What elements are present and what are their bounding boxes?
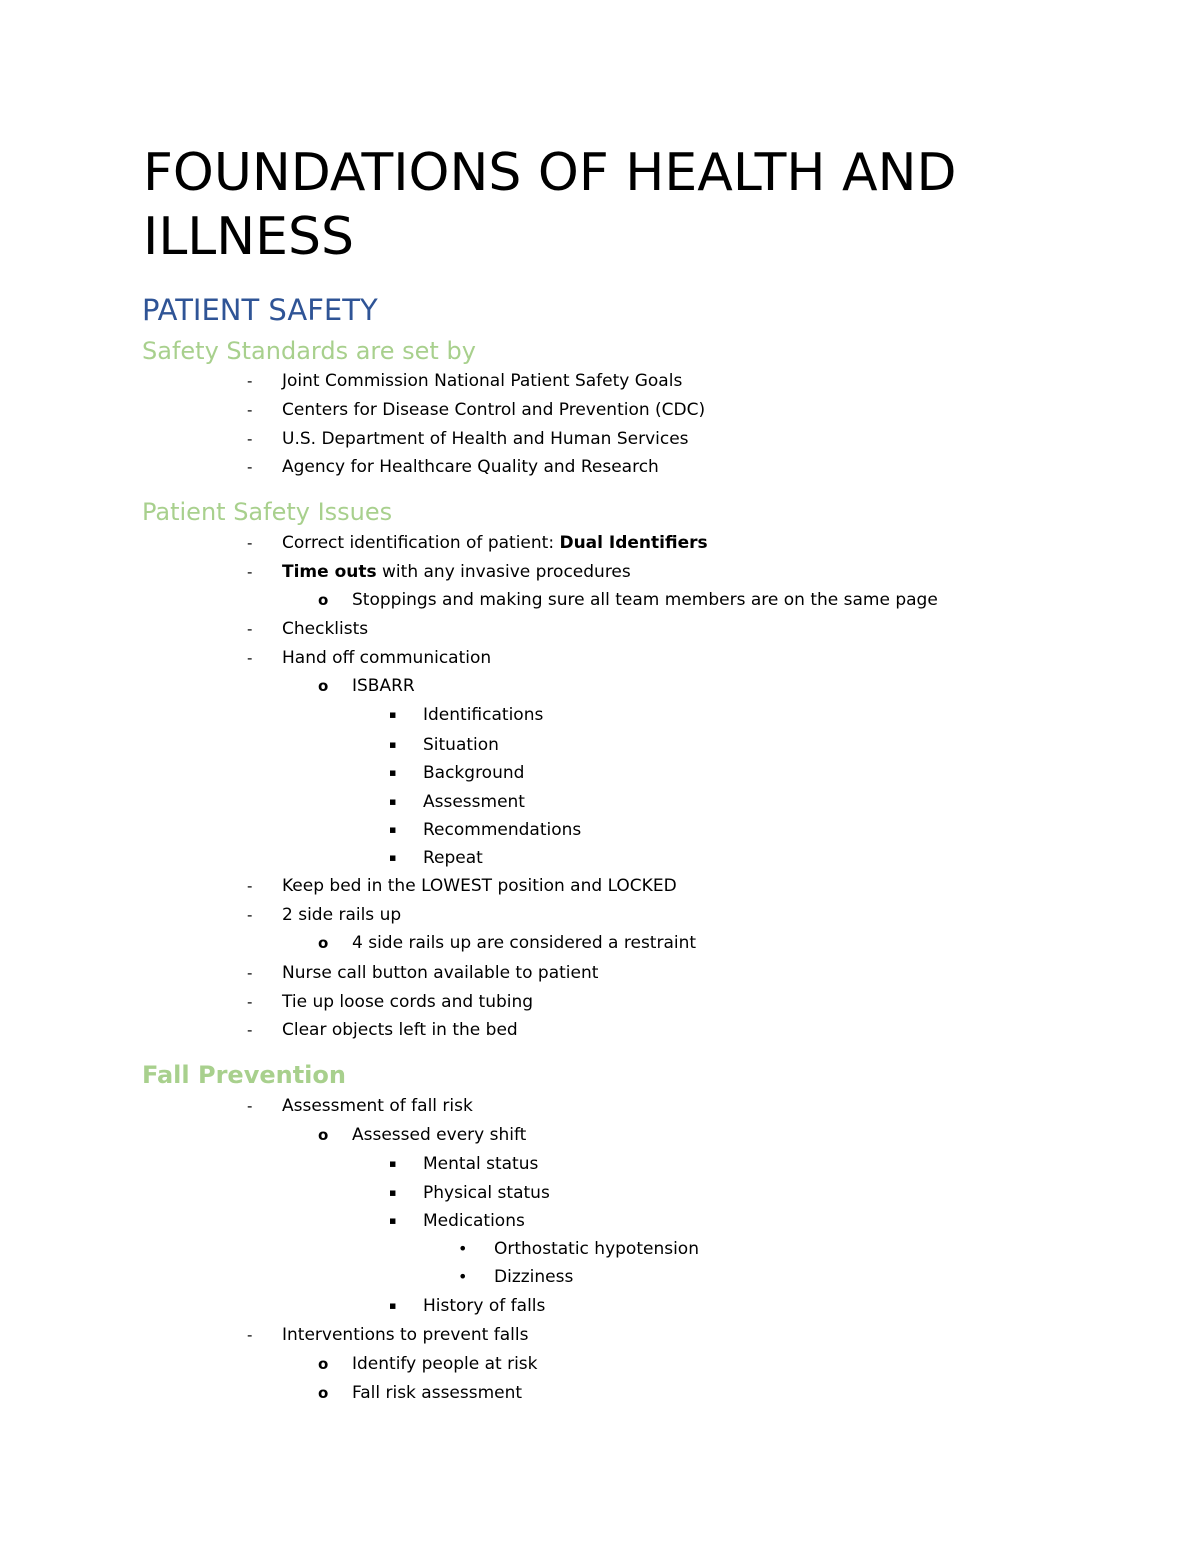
section-heading-patient-safety: PATIENT SAFETY [142,293,378,327]
square-bullet: ▪ [389,1214,397,1227]
square-bullet: ▪ [389,823,397,836]
list-item: U.S. Department of Health and Human Services [282,429,689,449]
dash-bullet: - [247,534,253,552]
list-item: Clear objects left in the bed [282,1020,518,1040]
dash-bullet: - [247,649,253,667]
list-item: Nurse call button available to patient [282,963,599,983]
list-item [282,532,708,554]
subheading-patient-safety-issues: Patient Safety Issues [142,498,393,526]
list-item-text: with any invasive procedures [376,562,631,582]
dash-bullet: - [247,563,253,581]
dash-bullet: - [247,1326,253,1344]
list-item [282,561,631,583]
list-item: Recommendations [423,820,582,840]
dash-bullet: - [247,993,253,1011]
square-bullet: ▪ [389,708,397,721]
dot-bullet: • [458,1239,468,1258]
list-item-emphasis: Dual Identifiers [559,533,708,553]
square-bullet: ▪ [389,851,397,864]
dash-bullet: - [247,906,253,924]
subheading-fall-prevention: Fall Prevention [142,1061,346,1089]
dash-bullet: - [247,877,253,895]
list-item: Fall risk assessment [352,1383,523,1403]
list-item: Medications [423,1211,525,1231]
dash-bullet: - [247,1097,253,1115]
circle-bullet: o [318,1384,329,1402]
dash-bullet: - [247,1021,253,1039]
circle-bullet: o [318,934,329,952]
list-item: Assessment [423,792,525,812]
list-item: Joint Commission National Patient Safety Goals [282,371,683,391]
list-item: Identify people at risk [352,1354,538,1374]
list-item: Assessment of fall risk [282,1096,473,1116]
list-item: 4 side rails up are considered a restraint [352,933,697,953]
dash-bullet: - [247,458,253,476]
list-item: ISBARR [352,676,415,696]
square-bullet: ▪ [389,795,397,808]
list-item: Tie up loose cords and tubing [282,992,534,1012]
circle-bullet: o [318,1355,329,1373]
dash-bullet: - [247,964,253,982]
circle-bullet: o [318,591,329,609]
list-item-text: Correct identification of patient: [282,533,560,553]
dot-bullet: • [458,1267,468,1286]
square-bullet: ▪ [389,1157,397,1170]
list-item: Orthostatic hypotension [494,1239,699,1259]
square-bullet: ▪ [389,766,397,779]
list-item: 2 side rails up [282,905,402,925]
list-item: Interventions to prevent falls [282,1325,529,1345]
list-item: Hand off communication [282,648,492,668]
list-item: History of falls [423,1296,546,1316]
list-item: Repeat [423,848,483,868]
square-bullet: ▪ [389,1299,397,1312]
list-item: Situation [423,735,499,755]
list-item: Stoppings and making sure all team members are on the same page [352,590,938,610]
list-item: Agency for Healthcare Quality and Research [282,457,659,477]
square-bullet: ▪ [389,1186,397,1199]
dash-bullet: - [247,430,253,448]
list-item: Assessed every shift [352,1125,527,1145]
list-item: Identifications [423,705,544,725]
list-item: Centers for Disease Control and Prevention (CDC) [282,400,706,420]
circle-bullet: o [318,1126,329,1144]
list-item: Background [423,763,525,783]
list-item: Mental status [423,1154,539,1174]
list-item: Dizziness [494,1267,574,1287]
list-item: Checklists [282,619,369,639]
list-item: Physical status [423,1183,550,1203]
dash-bullet: - [247,620,253,638]
list-item-emphasis: Time outs [282,562,377,582]
list-item: Keep bed in the LOWEST position and LOCKED [282,876,677,896]
dash-bullet: - [247,372,253,390]
square-bullet: ▪ [389,738,397,751]
document-title: FOUNDATIONS OF HEALTH AND ILLNESS [143,143,957,267]
dash-bullet: - [247,401,253,419]
circle-bullet: o [318,677,329,695]
subheading-safety-standards: Safety Standards are set by [142,337,476,365]
